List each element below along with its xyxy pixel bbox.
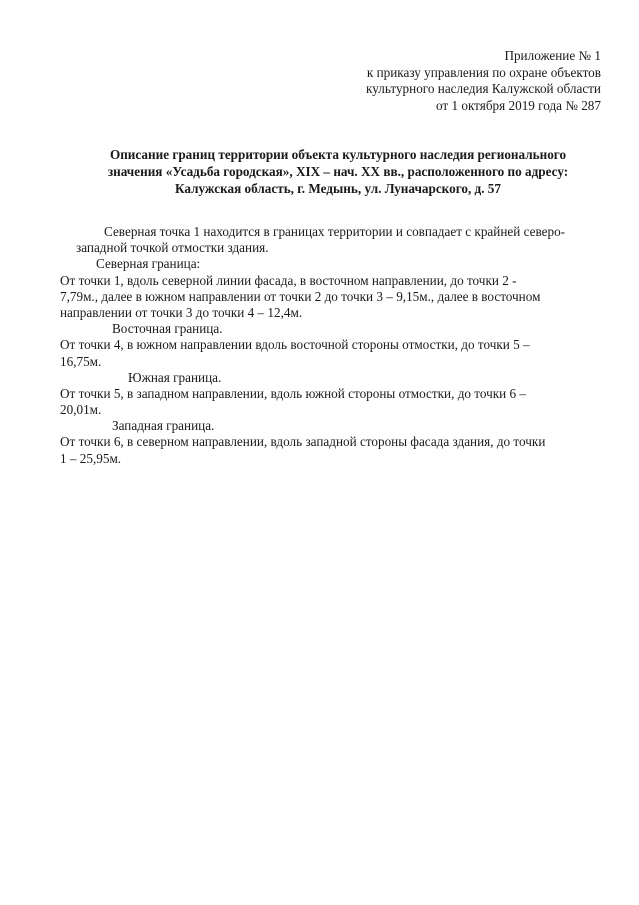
order-reference-line: к приказу управления по охране объектов: [366, 64, 601, 80]
section-heading-north: Северная граница:: [96, 256, 201, 272]
section-heading-south: Южная граница.: [128, 369, 222, 385]
document-body: [60, 224, 606, 467]
body-line: 16,75м.: [60, 353, 102, 369]
appendix-number: Приложение № 1: [504, 48, 601, 63]
body-line: Северная точка 1 находится в границах территории и совпадает с крайней северо-: [104, 224, 566, 239]
title-line-1: Описание границ территории объекта культурного наследия регионального: [109, 147, 567, 162]
body-line: западной точкой отмостки здания.: [76, 240, 269, 256]
body-line: направлении от точки 3 до точки 4 – 12,4м.: [60, 304, 303, 320]
section-heading-west: Западная граница.: [112, 418, 215, 434]
section-heading-east: Восточная граница.: [112, 321, 223, 337]
title-line-3: Калужская область, г. Медынь, ул. Луначарского, д. 57: [175, 181, 501, 196]
body-line: 1 – 25,95м.: [60, 450, 122, 466]
order-date-line: от 1 октября 2019 года № 287: [435, 97, 601, 113]
appendix-header: [301, 48, 601, 114]
body-line: От точки 1, вдоль северной линии фасада, в восточном направлении, до точки 2 -: [60, 272, 517, 288]
order-authority-line: культурного наследия Калужской области: [366, 81, 601, 96]
body-line: От точки 5, в западном направлении, вдоль южной стороны отмостки, до точки 6 –: [60, 385, 527, 401]
title-line-2: значения «Усадьба городская», XIX – нач. XX вв., расположенного по адресу:: [107, 164, 569, 179]
body-line: От точки 4, в южном направлении вдоль восточной стороны отмостки, до точки 5 –: [60, 337, 530, 353]
body-line: 20,01м.: [60, 402, 102, 418]
body-line: От точки 6, в северном направлении, вдоль западной стороны фасада здания, до точки: [60, 434, 546, 450]
document-title: [60, 146, 616, 197]
body-line: 7,79м., далее в южном направлении от точки 2 до точки 3 – 9,15м., далее в восточном: [60, 288, 541, 304]
